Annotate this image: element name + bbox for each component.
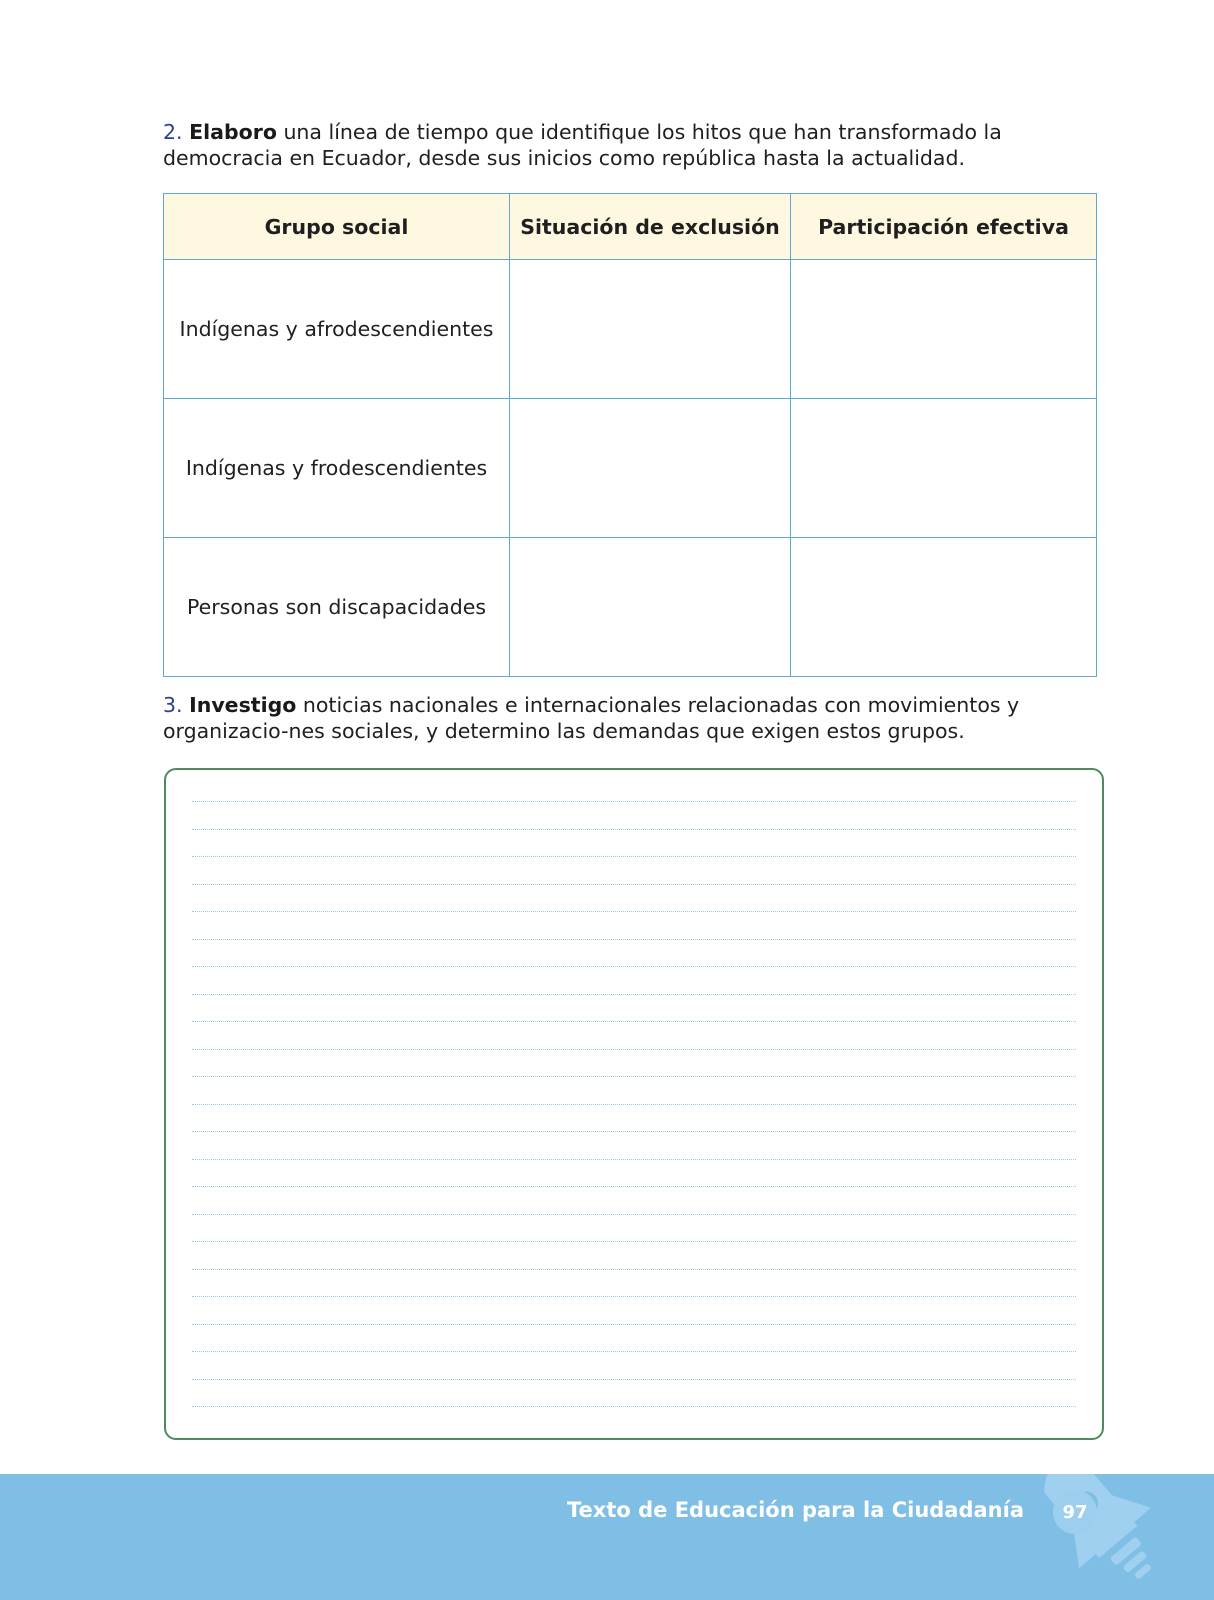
- writing-line: [192, 829, 1076, 830]
- writing-line: [192, 1104, 1076, 1105]
- writing-line: [192, 884, 1076, 885]
- writing-line: [192, 994, 1076, 995]
- page-footer: [0, 1474, 1214, 1600]
- activity-3-verb: Investigo: [189, 693, 297, 717]
- writing-line: [192, 1186, 1076, 1187]
- participation-answer-cell[interactable]: [791, 399, 1097, 538]
- group-cell: Indígenas y frodescendientes: [164, 399, 510, 538]
- writing-line: [192, 1159, 1076, 1160]
- writing-line: [192, 966, 1076, 967]
- table-row: [164, 399, 1097, 538]
- writing-line: [192, 1214, 1076, 1215]
- writing-line: [192, 1379, 1076, 1380]
- writing-line: [192, 1324, 1076, 1325]
- exclusion-answer-cell[interactable]: [510, 260, 791, 399]
- header-situacion-exclusion: Situación de exclusión: [510, 194, 791, 260]
- writing-line: [192, 939, 1076, 940]
- activity-2-text: una línea de tiempo que identifique los hitos que han transformado la democracia en Ecuador, desde sus inicios como república hasta la actualidad.: [163, 120, 1002, 170]
- writing-line: [192, 1296, 1076, 1297]
- group-cell: Personas son discapacidades: [164, 538, 510, 677]
- exclusion-answer-cell[interactable]: [510, 538, 791, 677]
- activity-3-text: noticias nacionales e internacionales relacionadas con movimientos y organizacio-nes sociales, y determino las demandas que exigen estos grupos.: [163, 693, 1020, 743]
- writing-line: [192, 1406, 1076, 1407]
- header-participacion-efectiva: Participación efectiva: [791, 194, 1097, 260]
- writing-line: [192, 911, 1076, 912]
- participation-answer-cell[interactable]: [791, 260, 1097, 399]
- activity-3-number: 3.: [163, 693, 183, 717]
- page-number-badge: 97: [1053, 1490, 1097, 1534]
- activity-3-instruction: [163, 692, 1113, 744]
- writing-line: [192, 1241, 1076, 1242]
- writing-line: [192, 1049, 1076, 1050]
- writing-line: [192, 1021, 1076, 1022]
- writing-line: [192, 801, 1076, 802]
- answer-writing-box[interactable]: [164, 768, 1104, 1440]
- exclusion-answer-cell[interactable]: [510, 399, 791, 538]
- writing-line: [192, 856, 1076, 857]
- social-groups-table: [163, 193, 1097, 677]
- book-title: Texto de Educación para la Ciudadanía: [567, 1498, 1024, 1522]
- writing-line: [192, 1269, 1076, 1270]
- writing-line: [192, 1076, 1076, 1077]
- rocket-icon: [1020, 1474, 1214, 1600]
- participation-answer-cell[interactable]: [791, 538, 1097, 677]
- activity-2-number: 2.: [163, 120, 183, 144]
- group-cell: Indígenas y afrodescendientes: [164, 260, 510, 399]
- activity-2-verb: Elaboro: [189, 120, 277, 144]
- activity-2-instruction: [163, 119, 1113, 171]
- writing-line: [192, 1131, 1076, 1132]
- writing-line: [192, 1351, 1076, 1352]
- table-row: [164, 538, 1097, 677]
- table-header-row: [164, 194, 1097, 260]
- header-grupo-social: Grupo social: [164, 194, 510, 260]
- table-row: [164, 260, 1097, 399]
